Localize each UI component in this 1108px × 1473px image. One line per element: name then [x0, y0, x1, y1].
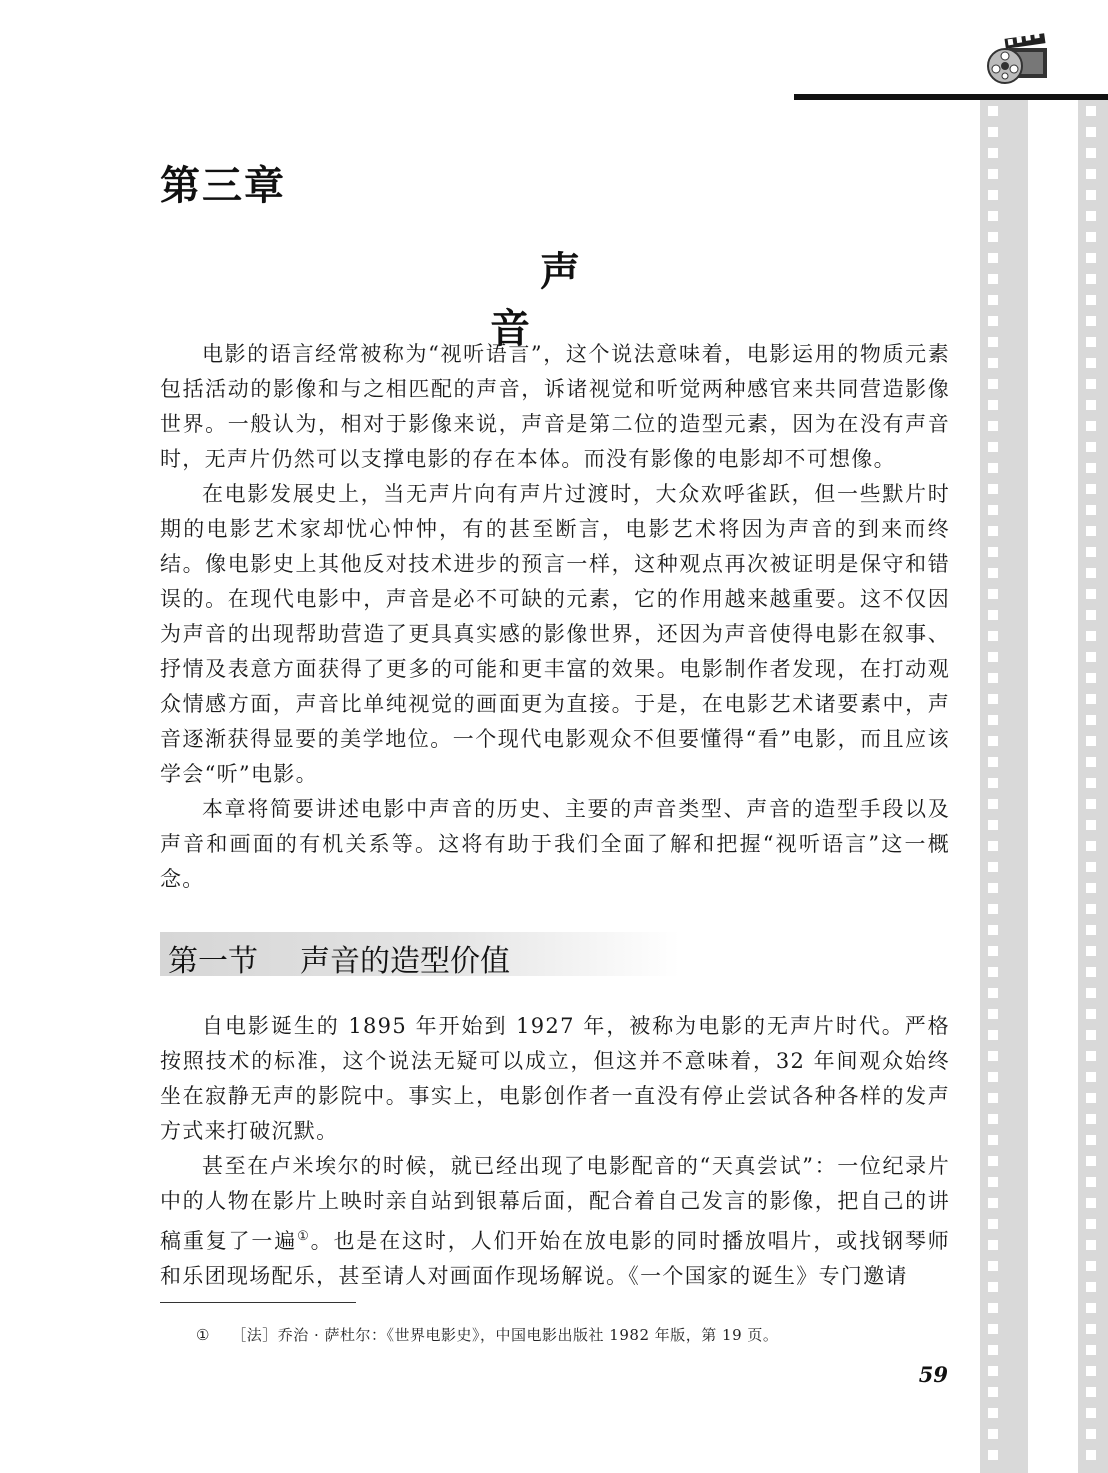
paragraph: 在电影发展史上，当无声片向有声片过渡时，大众欢呼雀跃，但一些默片时期的电影艺术家却忧心忡忡，有的甚至断言，电影艺术将因为声音的到来而终结。像电影史上其他反对技术进步的预言一样，这种观点再次被证明是保守和错误的。在现代电影中，声音是必不可缺的元素，它的作用越来越重要。这不仅因为声音的出现帮助营造了更具真实感的影像世界，还因为声音使得电影在叙事、抒情及表意方面获得了更多的可能和更丰富的效果。电影制作者发现，在打动观众情感方面，声音比单纯视觉的画面更为直接。于是，在电影艺术诸要素中，声音逐渐获得显要的美学地位。一个现代电影观众不但要懂得“看”电影，而且应该学会“听”电影。: [160, 482, 950, 786]
paragraph: 自电影诞生的 1895 年开始到 1927 年，被称为电影的无声片时代。严格按照技术的标准，这个说法无疑可以成立，但这并不意味着，32 年间观众始终坐在寂静无声的影院中。事实上，电影创作者一直没有停止尝试各种各样的发声方式来打破沉默。: [160, 1014, 950, 1143]
film-sprocket-holes: [988, 106, 998, 1466]
paragraph: [160, 1149, 950, 1294]
chapter-label: 第三章: [160, 163, 286, 209]
chapter-title: 声音: [490, 248, 680, 352]
page-number: 59: [918, 1362, 948, 1387]
film-reel-clapperboard-icon: [985, 30, 1051, 86]
footnote-divider: [160, 1302, 356, 1303]
section-heading: [160, 932, 680, 979]
footnote-text: ［法］乔治 · 萨杜尔：《世界电影史》，中国电影出版社 1982 年版，第 19 页。: [231, 1326, 779, 1344]
chapter-intro: [160, 337, 950, 897]
header-rule: [794, 94, 1108, 100]
section-body: [160, 1009, 950, 1294]
footnote-reference[interactable]: ①: [297, 1229, 311, 1244]
section-number: 第一节: [168, 944, 258, 979]
paragraph: 本章将简要讲述电影中声音的历史、主要的声音类型、声音的造型手段以及声音和画面的有机关系等。这将有助于我们全面了解和把握“视听语言”这一概念。: [160, 797, 950, 891]
paragraph-text: 。也是在这时，人们开始在放电影的同时播放唱片，或找钢琴师和乐团现场配乐，甚至请人对画面作现场解说。《一个国家的诞生》专门邀请: [160, 1229, 950, 1288]
film-sprocket-holes-outer: [1086, 106, 1096, 1466]
section-title: 声音的造型价值: [300, 944, 510, 979]
footnote-marker: ①: [196, 1326, 210, 1344]
paragraph-text: 甚至在卢米埃尔的时候，就已经出现了电影配音的“天真尝试”：一位纪录片中的人物在影片上映时亲自站到银幕后面，配合着自己发言的影像，把自己的讲稿重复了一遍: [160, 1154, 950, 1253]
paragraph: 电影的语言经常被称为“视听语言”，这个说法意味着，电影运用的物质元素包括活动的影像和与之相匹配的声音，诉诸视觉和听觉两种感官来共同营造影像世界。一般认为，相对于影像来说，声音是第二位的造型元素，因为在没有声音时，无声片仍然可以支撑电影的存在本体。而没有影像的电影却不可想像。: [160, 342, 950, 471]
footnote: [196, 1324, 778, 1345]
